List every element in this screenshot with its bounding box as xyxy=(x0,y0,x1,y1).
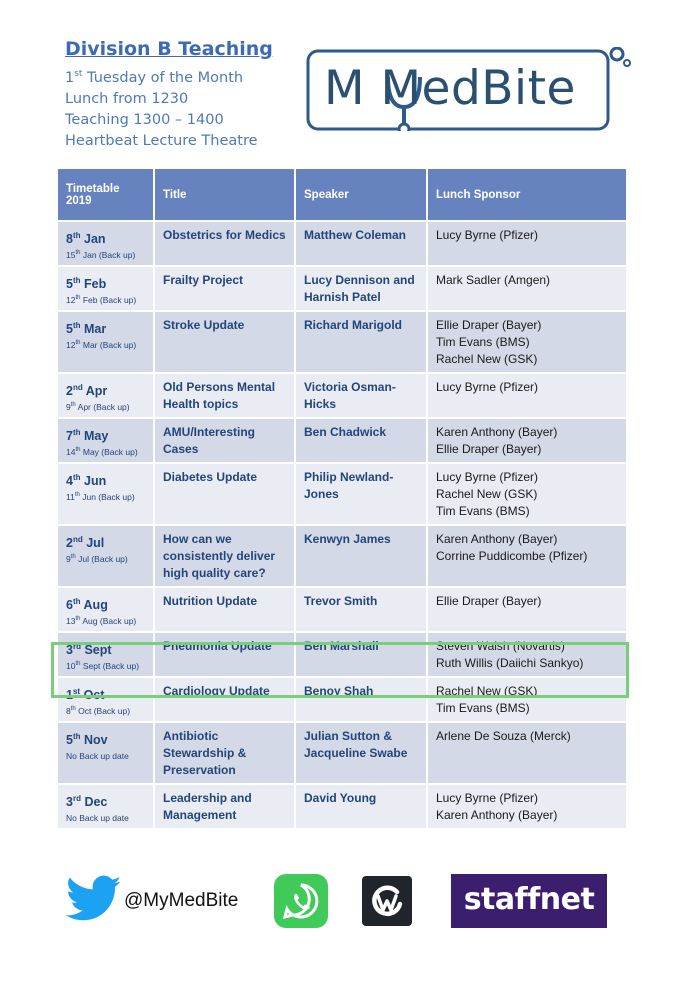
date-main xyxy=(66,536,104,550)
date-suffix: th xyxy=(72,731,81,741)
date-day: 5 xyxy=(66,277,73,292)
session-title: How can we consistently deliver high quality care? xyxy=(154,525,295,587)
table-row xyxy=(57,722,627,784)
date-month: Oct xyxy=(83,688,105,703)
backup-text: No Back up date xyxy=(66,812,129,823)
backup-day: 12 xyxy=(66,294,76,305)
date-main xyxy=(66,322,106,336)
sponsor-name: Karen Anthony (Bayer) xyxy=(436,424,558,439)
date-month: Jan xyxy=(84,232,106,247)
date-day: 8 xyxy=(66,232,73,247)
venue: Heartbeat Lecture Theatre xyxy=(65,132,258,149)
backup-suffix: th xyxy=(75,295,81,302)
col-header-timetable: Timetable 2019 xyxy=(57,168,154,221)
backup-suffix: th xyxy=(74,492,80,499)
sponsor-name: Tim Evans (BMS) xyxy=(436,334,530,349)
col-header-speaker: Speaker xyxy=(295,168,427,221)
date-suffix: th xyxy=(72,231,81,240)
lunch-sponsors xyxy=(427,587,627,632)
date-suffix: th xyxy=(72,427,81,437)
session-speaker: Benoy Shah xyxy=(295,677,427,722)
backup-date xyxy=(66,659,145,672)
date-suffix: th xyxy=(72,472,81,482)
lunch-sponsors xyxy=(427,722,627,784)
backup-date xyxy=(66,293,145,306)
date-day: 5 xyxy=(66,322,73,337)
backup-day: 10 xyxy=(66,660,76,671)
date-month: May xyxy=(84,429,109,444)
session-title: Frailty Project xyxy=(154,266,295,311)
backup-suffix: th xyxy=(75,447,81,454)
backup-text: Jan (Back up) xyxy=(82,249,136,260)
table-row xyxy=(57,463,627,525)
backup-text: No Back up date xyxy=(66,750,129,761)
backup-text: Mar (Back up) xyxy=(82,339,137,350)
mymedbite-logo xyxy=(306,47,631,131)
twitter-icon[interactable] xyxy=(66,874,122,924)
sponsor-name: Ruth Willis (Daiichi Sankyo) xyxy=(436,655,584,670)
date-cell xyxy=(57,587,154,632)
table-row xyxy=(57,632,627,677)
session-title: Nutrition Update xyxy=(154,587,295,632)
date-cell xyxy=(57,463,154,525)
session-speaker: Trevor Smith xyxy=(295,587,427,632)
lunch-sponsors xyxy=(427,266,627,311)
date-cell xyxy=(57,632,154,677)
date-main xyxy=(66,795,107,809)
date-main xyxy=(66,688,104,702)
lunch-sponsors xyxy=(427,311,627,373)
backup-text: Aug (Back up) xyxy=(82,615,137,626)
date-cell xyxy=(57,266,154,311)
date-month: Nov xyxy=(84,733,108,748)
backup-date xyxy=(66,248,145,261)
sponsor-name: Karen Anthony (Bayer) xyxy=(436,531,558,546)
col-header-title: Title xyxy=(154,168,295,221)
backup-date xyxy=(66,704,145,717)
backup-suffix: th xyxy=(75,661,81,668)
lunch-sponsors xyxy=(427,221,627,266)
backup-day: 15 xyxy=(66,249,76,260)
sponsor-name: Lucy Byrne (Pfizer) xyxy=(436,379,539,394)
teaching-time: Teaching 1300 – 1400 xyxy=(65,111,224,128)
session-speaker: Lucy Dennison and Harnish Patel xyxy=(295,266,427,311)
table-row xyxy=(57,266,627,311)
date-month: Apr xyxy=(85,384,108,399)
date-cell xyxy=(57,722,154,784)
date-main xyxy=(66,733,108,747)
sponsor-name: Rachel New (GSK) xyxy=(436,486,538,501)
date-month: Jul xyxy=(86,536,105,551)
date-cell xyxy=(57,373,154,418)
sponsor-name: Lucy Byrne (Pfizer) xyxy=(436,469,539,484)
workplace-icon[interactable] xyxy=(362,876,412,926)
date-day: 5 xyxy=(66,733,73,748)
sponsor-name: Corrine Puddicombe (Pfizer) xyxy=(436,548,588,563)
day-number: 1 xyxy=(65,69,75,86)
timetable xyxy=(56,167,628,830)
date-day: 7 xyxy=(66,429,73,444)
sponsor-name: Rachel New (GSK) xyxy=(436,683,538,698)
backup-date xyxy=(66,490,145,503)
date-cell xyxy=(57,418,154,463)
table-row xyxy=(57,677,627,722)
table-row xyxy=(57,525,627,587)
schedule-day xyxy=(65,64,305,89)
backup-text: Feb (Back up) xyxy=(82,294,137,305)
twitter-handle[interactable]: @MyMedBite xyxy=(124,890,239,911)
backup-suffix: th xyxy=(75,250,81,257)
backup-date xyxy=(66,811,145,824)
session-speaker: Julian Sutton & Jacqueline Swabe xyxy=(295,722,427,784)
date-cell xyxy=(57,784,154,829)
session-speaker: Victoria Osman-Hicks xyxy=(295,373,427,418)
sponsor-name: Steven Walsh (Novartis) xyxy=(436,638,565,653)
sponsor-name: Tim Evans (BMS) xyxy=(436,700,530,715)
session-speaker: Matthew Coleman xyxy=(295,221,427,266)
date-suffix: nd xyxy=(72,382,83,392)
backup-suffix: th xyxy=(75,340,81,347)
backup-date xyxy=(66,552,145,565)
date-suffix: th xyxy=(72,275,81,285)
lunch-sponsors xyxy=(427,463,627,525)
session-title: Pneumonia Update xyxy=(154,632,295,677)
logo-text: M MedBite xyxy=(324,61,576,116)
date-day: 4 xyxy=(66,474,73,489)
col-header-sponsor: Lunch Sponsor xyxy=(427,168,627,221)
staffnet-logo[interactable] xyxy=(451,874,607,928)
session-speaker: Ben Chadwick xyxy=(295,418,427,463)
backup-suffix: th xyxy=(70,554,76,561)
lunch-sponsors xyxy=(427,418,627,463)
backup-suffix: th xyxy=(70,706,76,713)
date-day: 3 xyxy=(66,795,73,810)
date-suffix: th xyxy=(72,320,81,330)
table-row xyxy=(57,373,627,418)
date-suffix: rd xyxy=(72,641,81,651)
lunch-time: Lunch from 1230 xyxy=(65,90,189,107)
date-main xyxy=(66,232,106,246)
date-month: Dec xyxy=(84,795,108,810)
date-suffix: th xyxy=(72,596,81,606)
date-month: Mar xyxy=(84,322,107,337)
session-speaker: Kenwyn James xyxy=(295,525,427,587)
page-title: Division B Teaching xyxy=(65,38,273,60)
lunch-sponsors xyxy=(427,525,627,587)
session-speaker: Philip Newland-Jones xyxy=(295,463,427,525)
session-speaker: Richard Marigold xyxy=(295,311,427,373)
sponsor-name: Karen Anthony (Bayer) xyxy=(436,807,558,822)
backup-day: 11 xyxy=(66,491,75,502)
header xyxy=(65,38,305,152)
backup-day: 9 xyxy=(66,553,71,564)
backup-suffix: th xyxy=(75,616,81,623)
sponsor-name: Lucy Byrne (Pfizer) xyxy=(436,228,539,242)
table-row xyxy=(57,784,627,829)
session-speaker: Ben Marshall xyxy=(295,632,427,677)
whatsapp-icon[interactable] xyxy=(274,874,328,928)
session-title: Stroke Update xyxy=(154,311,295,373)
session-speaker: David Young xyxy=(295,784,427,829)
backup-day: 9 xyxy=(66,401,71,412)
sponsor-name: Mark Sadler (Amgen) xyxy=(436,272,551,287)
backup-date xyxy=(66,749,145,762)
date-suffix: rd xyxy=(72,793,81,803)
date-suffix: nd xyxy=(72,534,83,544)
table-row xyxy=(57,221,627,266)
day-suffix: st xyxy=(74,69,83,79)
sponsor-name: Ellie Draper (Bayer) xyxy=(436,317,542,332)
backup-text: Jun (Back up) xyxy=(82,491,135,502)
session-title: Obstetrics for Medics xyxy=(154,221,295,266)
date-day: 1 xyxy=(66,688,73,703)
lunch-sponsors xyxy=(427,373,627,418)
session-title: Old Persons Mental Health topics xyxy=(154,373,295,418)
date-month: Feb xyxy=(84,277,107,292)
date-day: 3 xyxy=(66,643,73,658)
sponsor-name: Ellie Draper (Bayer) xyxy=(436,441,542,456)
session-title: Cardiology Update xyxy=(154,677,295,722)
date-month: Jun xyxy=(84,474,107,489)
lunch-sponsors xyxy=(427,632,627,677)
sponsor-name: Rachel New (GSK) xyxy=(436,351,538,366)
backup-text: Oct (Back up) xyxy=(78,705,131,716)
backup-date xyxy=(66,400,145,413)
date-main xyxy=(66,384,107,398)
date-cell xyxy=(57,221,154,266)
backup-suffix: th xyxy=(70,402,76,409)
date-main xyxy=(66,474,106,488)
backup-date xyxy=(66,338,145,351)
date-suffix: st xyxy=(72,686,81,696)
date-main xyxy=(66,643,112,657)
date-day: 2 xyxy=(66,384,73,399)
date-month: Aug xyxy=(83,598,108,613)
timetable-header-row xyxy=(57,168,627,221)
date-main xyxy=(66,277,106,291)
table-row xyxy=(57,418,627,463)
lunch-sponsors xyxy=(427,784,627,829)
date-cell xyxy=(57,677,154,722)
session-title: Diabetes Update xyxy=(154,463,295,525)
date-day: 2 xyxy=(66,536,73,551)
day-text: Tuesday of the Month xyxy=(82,69,244,86)
backup-day: 12 xyxy=(66,339,76,350)
date-day: 6 xyxy=(66,598,73,613)
date-month: Sept xyxy=(84,643,112,658)
table-row xyxy=(57,311,627,373)
backup-text: May (Back up) xyxy=(82,446,138,457)
date-cell xyxy=(57,525,154,587)
footer xyxy=(0,868,691,938)
date-cell xyxy=(57,311,154,373)
session-title: Leadership and Management xyxy=(154,784,295,829)
sponsor-name: Ellie Draper (Bayer) xyxy=(436,593,542,608)
sponsor-name: Arlene De Souza (Merck) xyxy=(436,728,571,743)
sponsor-name: Tim Evans (BMS) xyxy=(436,503,530,518)
backup-day: 14 xyxy=(66,446,76,457)
date-main xyxy=(66,598,108,612)
backup-text: Jul (Back up) xyxy=(78,553,128,564)
table-row xyxy=(57,587,627,632)
backup-text: Apr (Back up) xyxy=(77,401,130,412)
sponsor-name: Lucy Byrne (Pfizer) xyxy=(436,790,539,805)
backup-date xyxy=(66,445,145,458)
backup-text: Sept (Back up) xyxy=(82,660,140,671)
lunch-sponsors xyxy=(427,677,627,722)
session-title: AMU/Interesting Cases xyxy=(154,418,295,463)
staffnet-text: staffnet xyxy=(463,882,595,917)
backup-date xyxy=(66,614,145,627)
date-main xyxy=(66,429,108,443)
backup-day: 8 xyxy=(66,705,71,716)
backup-day: 13 xyxy=(66,615,76,626)
session-title: Antibiotic Stewardship & Preservation xyxy=(154,722,295,784)
